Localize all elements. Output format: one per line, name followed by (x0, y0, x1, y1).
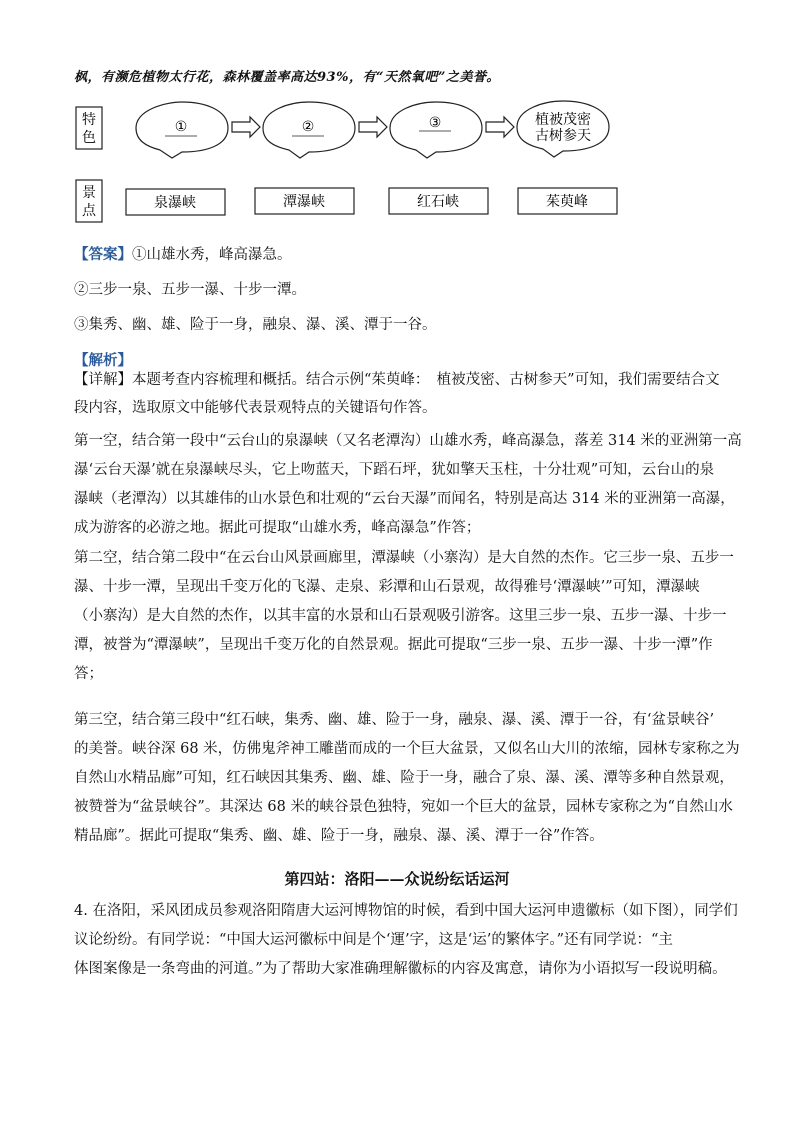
blank1-line: 瀑峡（老潭沟）以其雄伟的山水景色和壮观的“云台天瀑”而闻名，特别是高达 314 米的亚洲第一高瀑， (74, 491, 735, 507)
blank3-line: 精品廊”。据此可提取“集秀、幽、雄、险于一身，融泉、瀑、溪、潭于一谷”作答。 (74, 828, 604, 844)
bubble-1 (136, 102, 228, 158)
row1-label-char1: 特 (82, 112, 96, 128)
arrow-2 (359, 117, 387, 137)
bubble-2 (263, 102, 355, 158)
blank3-line: 第三空，结合第三段中“红石峡，集秀、幽、雄、险于一身，融泉、瀑、溪、潭于一谷，有‘盆景峡谷’ (74, 712, 715, 728)
bubble-3-text: ③ (428, 115, 442, 131)
detail-line-1: 【详解】本题考查内容梳理和概括。结合示例“茱萸峰： 植被茂密、古树参天”可知，我们需要结合文 (74, 372, 720, 388)
answer-tag: 【答案】 (74, 246, 132, 263)
bubble-2-text: ② (301, 119, 315, 135)
answer-2: ②三步一泉、五步一瀑、十步一潭。 (74, 282, 306, 298)
blank2-line: 潭，被誉为“潭瀑峡”，呈现出千变万化的自然景观。据此可提取“三步一泉、五步一瀑、十步一潭”作 (74, 637, 713, 653)
row2-label-char1: 景 (82, 185, 96, 201)
row1-label-char2: 色 (82, 130, 96, 146)
analysis-tag: 【解析】 (74, 352, 132, 369)
answer-block (74, 241, 722, 374)
bubble-4 (517, 101, 609, 157)
spot-4-text: 茱萸峰 (546, 194, 588, 210)
arrow-3 (486, 117, 514, 137)
intro-line: 枫，有濒危植物太行花，森林覆盖率高达93%，有“天然氧吧”之美誉。 (74, 70, 500, 85)
answer-1: ①山雄水秀，峰高瀑急。 (132, 247, 292, 263)
row2-label-char2: 点 (82, 203, 96, 219)
blank2-line: 答； (74, 666, 103, 682)
blank3-line: 被赞誉为“盆景峡谷”。其深达 68 米的峡谷景色独特，宛如一个巨大的盆景，园林专家称之为“自然山水 (74, 799, 733, 815)
blank1-line: 第一空，结合第一段中“云台山的泉瀑峡（又名老潭沟）山雄水秀，峰高瀑急，落差 314 米的亚洲第一高 (74, 433, 742, 449)
blank3-line: 自然山水精品廊”可知，红石峡因其集秀、幽、雄、险于一身，融合了泉、瀑、溪、潭等多种自然景观， (74, 770, 734, 786)
blank1-line: 成为游客的必游之地。据此可提取“山雄水秀，峰高瀑急”作答； (74, 520, 481, 536)
spot-2-text: 潭瀑峡 (283, 194, 325, 210)
blank1-block (74, 427, 742, 543)
bubble-3 (390, 102, 482, 158)
question-4-line: 体图案像是一条弯曲的河道。”为了帮助大家准确理解徽标的内容及寓意，请你为小语拟写一段说明稿。 (74, 961, 727, 977)
answer-line-1 (74, 241, 722, 269)
question-4-block (74, 897, 738, 984)
bubble-1-text: ① (174, 119, 188, 135)
blank1-line: 瀑‘云台天瀑’就在泉瀑峡尽头，它上吻蓝天，下蹈石坪，犹如擎天玉柱，十分壮观”可知，云台山的泉 (74, 462, 715, 478)
blank2-line: 瀑、十步一潭，呈现出千变万化的飞瀑、走泉、彩潭和山石景观，故得雅号‘潭瀑峡’”可知，潭瀑峡 (74, 579, 700, 595)
spot-1-text: 泉瀑峡 (154, 195, 196, 211)
bubble-4-line2: 古树参天 (535, 128, 591, 144)
bubble-4-line1: 植被茂密 (535, 112, 591, 128)
blank2-line: 第二空，结合第二段中“在云台山风景画廊里，潭瀑峡（小寨沟）是大自然的杰作。它三步一泉、五步一 (74, 550, 734, 566)
detail-line-2: 段内容，选取原文中能够代表景观特点的关键语句作答。 (74, 400, 437, 416)
detail-tag: 【详解】 (74, 372, 132, 388)
question-4-line: 议论纷纷。有同学说：“中国大运河徽标中间是个‘運’字，这是‘运’的繁体字。”还有同学说：“主 (74, 932, 673, 948)
arrow-1 (232, 117, 260, 137)
detail-block (74, 366, 722, 422)
spot-3-text: 红石峡 (417, 194, 459, 210)
section-title: 第四站：洛阳——众说纷纭话运河 (284, 870, 510, 888)
blank2-block (74, 544, 734, 689)
blank3-block (74, 706, 740, 851)
feature-diagram (0, 0, 794, 240)
blank2-line: （小寨沟）是大自然的杰作，以其丰富的水景和山石景观吸引游客。这里三步一泉、五步一瀑、十步一 (74, 608, 727, 624)
answer-3: ③集秀、幽、雄、险于一身，融泉、瀑、溪、潭于一谷。 (74, 317, 437, 333)
question-4-line: 4. 在洛阳，采风团成员参观洛阳隋唐大运河博物馆的时候，看到中国大运河申遗徽标（如下图），同学们 (74, 903, 738, 919)
blank3-line: 的美誉。峡谷深 68 米，仿佛鬼斧神工雕凿而成的一个巨大盆景，又似名山大川的浓缩，园林专家称之为 (74, 741, 740, 757)
